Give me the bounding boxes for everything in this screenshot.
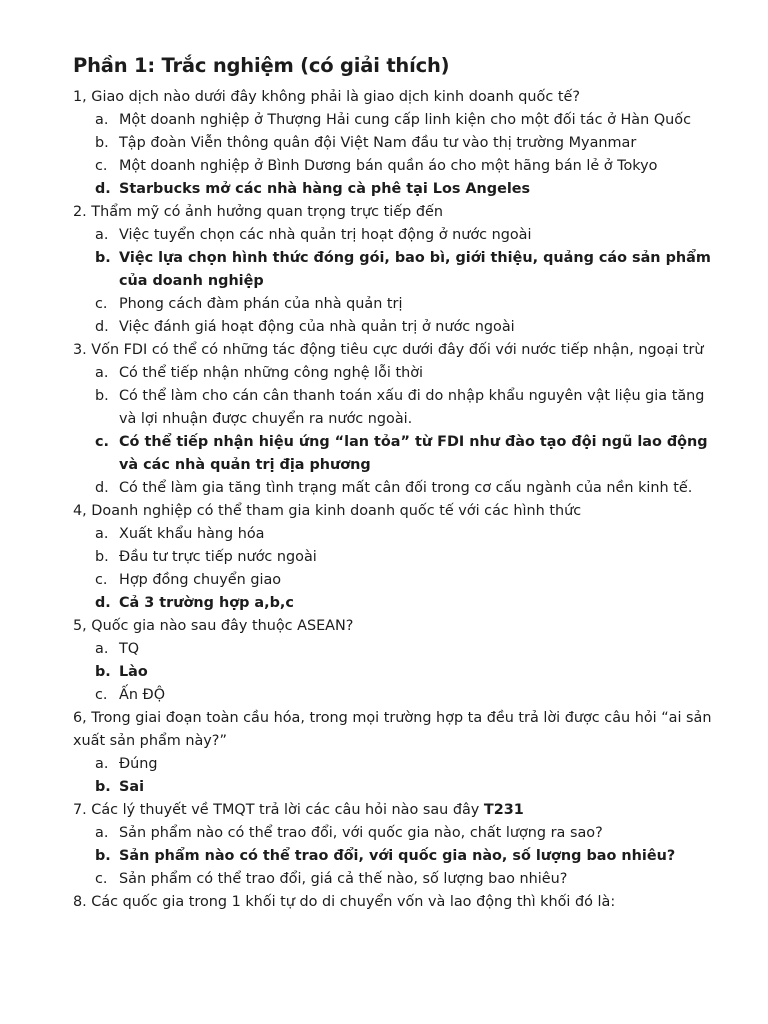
- question-stem: 4, Doanh nghiệp có thể tham gia kinh doanh quốc tế với các hình thức: [73, 503, 582, 519]
- answer-option: [73, 362, 712, 385]
- answer-option-correct: [73, 592, 712, 615]
- answer-option: [73, 224, 712, 247]
- option-text: Có thể tiếp nhận những công nghệ lỗi thời: [119, 365, 424, 381]
- question-stem: 7. Các lý thuyết về TMQT trả lời các câu hỏi nào sau đây: [73, 802, 484, 818]
- option-letter: c.: [95, 434, 109, 450]
- option-letter: b.: [95, 848, 111, 864]
- answer-option: [73, 316, 712, 339]
- option-text: Tập đoàn Viễn thông quân đội Việt Nam đầu tư vào thị trường Myanmar: [119, 135, 637, 151]
- question-stem: 8. Các quốc gia trong 1 khối tự do di chuyển vốn và lao động thì khối đó là:: [73, 894, 616, 910]
- option-text: Có thể làm cho cán cân thanh toán xấu đi do nhập khẩu nguyên vật liệu gia tăng và lợi nhuận được chuyển ra nước ngoài.: [119, 388, 705, 427]
- question-block: [73, 86, 712, 201]
- option-text: Hợp đồng chuyển giao: [119, 572, 282, 588]
- question-block: [73, 707, 712, 799]
- question-text: [73, 201, 712, 224]
- option-letter: b.: [95, 549, 109, 565]
- option-letter: d.: [95, 319, 109, 335]
- answer-option: [73, 293, 712, 316]
- answer-option-correct: [73, 776, 712, 799]
- answer-option-correct: [73, 845, 712, 868]
- option-text: Việc lựa chọn hình thức đóng gói, bao bì, giới thiệu, quảng cáo sản phẩm của doanh nghiệp: [119, 250, 711, 289]
- option-letter: a.: [95, 365, 109, 381]
- question-block: [73, 339, 712, 500]
- question-list: [73, 86, 712, 914]
- answer-option: [73, 385, 712, 431]
- answer-option: [73, 546, 712, 569]
- question-block: [73, 201, 712, 339]
- answer-option-correct: [73, 247, 712, 293]
- question-stem: 2. Thẩm mỹ có ảnh hưởng quan trọng trực tiếp đến: [73, 204, 443, 220]
- option-letter: b.: [95, 250, 111, 266]
- option-letter: b.: [95, 779, 111, 795]
- answer-options: [73, 109, 712, 201]
- question-text: [73, 339, 712, 362]
- option-letter: c.: [95, 871, 108, 887]
- option-letter: d.: [95, 181, 111, 197]
- option-letter: a.: [95, 825, 109, 841]
- question-text: [73, 500, 712, 523]
- option-letter: a.: [95, 112, 109, 128]
- answer-option: [73, 753, 712, 776]
- option-letter: b.: [95, 388, 109, 404]
- answer-option: [73, 477, 712, 500]
- option-text: Ấn ĐỘ: [119, 687, 166, 703]
- answer-option: [73, 822, 712, 845]
- option-letter: c.: [95, 296, 108, 312]
- option-text: Có thể làm gia tăng tình trạng mất cân đối trong cơ cấu ngành của nền kinh tế.: [119, 480, 693, 496]
- option-text: Việc tuyển chọn các nhà quản trị hoạt động ở nước ngoài: [119, 227, 532, 243]
- option-letter: b.: [95, 135, 109, 151]
- answer-option: [73, 523, 712, 546]
- option-text: Xuất khẩu hàng hóa: [119, 526, 265, 542]
- option-letter: c.: [95, 572, 108, 588]
- option-text: Đầu tư trực tiếp nước ngoài: [119, 549, 317, 565]
- answer-options: [73, 638, 712, 707]
- answer-option: [73, 638, 712, 661]
- option-letter: a.: [95, 227, 109, 243]
- option-text: Sai: [119, 779, 145, 795]
- option-letter: d.: [95, 595, 111, 611]
- option-text: Sản phẩm nào có thể trao đổi, với quốc gia nào, số lượng bao nhiêu?: [119, 848, 676, 864]
- question-text: [73, 799, 712, 822]
- answer-option: [73, 684, 712, 707]
- option-text: Starbucks mở các nhà hàng cà phê tại Los Angeles: [119, 181, 531, 197]
- question-stem: 1, Giao dịch nào dưới đây không phải là giao dịch kinh doanh quốc tế?: [73, 89, 580, 105]
- option-letter: d.: [95, 480, 109, 496]
- question-tag: T231: [483, 802, 524, 818]
- question-stem: 6, Trong giai đoạn toàn cầu hóa, trong mọi trường hợp ta đều trả lời được câu hỏi “ai sản xuất sản phẩm này?”: [73, 710, 712, 749]
- option-text: Lào: [119, 664, 148, 680]
- option-letter: a.: [95, 756, 109, 772]
- option-text: Phong cách đàm phán của nhà quản trị: [119, 296, 403, 312]
- question-text: [73, 707, 712, 753]
- question-block: [73, 500, 712, 615]
- option-text: Việc đánh giá hoạt động của nhà quản trị ở nước ngoài: [119, 319, 515, 335]
- option-letter: c.: [95, 158, 108, 174]
- question-stem: 3. Vốn FDI có thể có những tác động tiêu cực dưới đây đối với nước tiếp nhận, ngoại trừ: [73, 342, 704, 358]
- option-text: TQ: [119, 641, 140, 657]
- answer-option-correct: [73, 431, 712, 477]
- option-text: Có thể tiếp nhận hiệu ứng “lan tỏa” từ FDI như đào tạo đội ngũ lao động và các nhà quản trị địa phương: [119, 434, 708, 473]
- question-text: [73, 891, 712, 914]
- answer-options: [73, 822, 712, 891]
- option-text: Đúng: [119, 756, 158, 772]
- answer-option: [73, 132, 712, 155]
- option-letter: c.: [95, 687, 108, 703]
- answer-options: [73, 753, 712, 799]
- option-text: Sản phẩm có thể trao đổi, giá cả thế nào, số lượng bao nhiêu?: [119, 871, 568, 887]
- question-text: [73, 615, 712, 638]
- question-block: [73, 799, 712, 891]
- option-letter: a.: [95, 526, 109, 542]
- option-letter: a.: [95, 641, 109, 657]
- answer-option-correct: [73, 661, 712, 684]
- question-block: [73, 615, 712, 707]
- question-stem: 5, Quốc gia nào sau đây thuộc ASEAN?: [73, 618, 354, 634]
- answer-option-correct: [73, 178, 712, 201]
- answer-option: [73, 868, 712, 891]
- answer-option: [73, 569, 712, 592]
- answer-options: [73, 362, 712, 500]
- answer-option: [73, 109, 712, 132]
- section-title: Phần 1: Trắc nghiệm (có giải thích): [73, 54, 450, 77]
- answer-options: [73, 523, 712, 615]
- question-block: [73, 891, 712, 914]
- answer-option: [73, 155, 712, 178]
- option-text: Sản phẩm nào có thể trao đổi, với quốc gia nào, chất lượng ra sao?: [119, 825, 603, 841]
- option-text: Một doanh nghiệp ở Thượng Hải cung cấp linh kiện cho một đối tác ở Hàn Quốc: [119, 112, 691, 128]
- option-text: Một doanh nghiệp ở Bình Dương bán quần áo cho một hãng bán lẻ ở Tokyo: [119, 158, 658, 174]
- question-text: [73, 86, 712, 109]
- option-letter: b.: [95, 664, 111, 680]
- option-text: Cả 3 trường hợp a,b,c: [119, 595, 294, 611]
- answer-options: [73, 224, 712, 339]
